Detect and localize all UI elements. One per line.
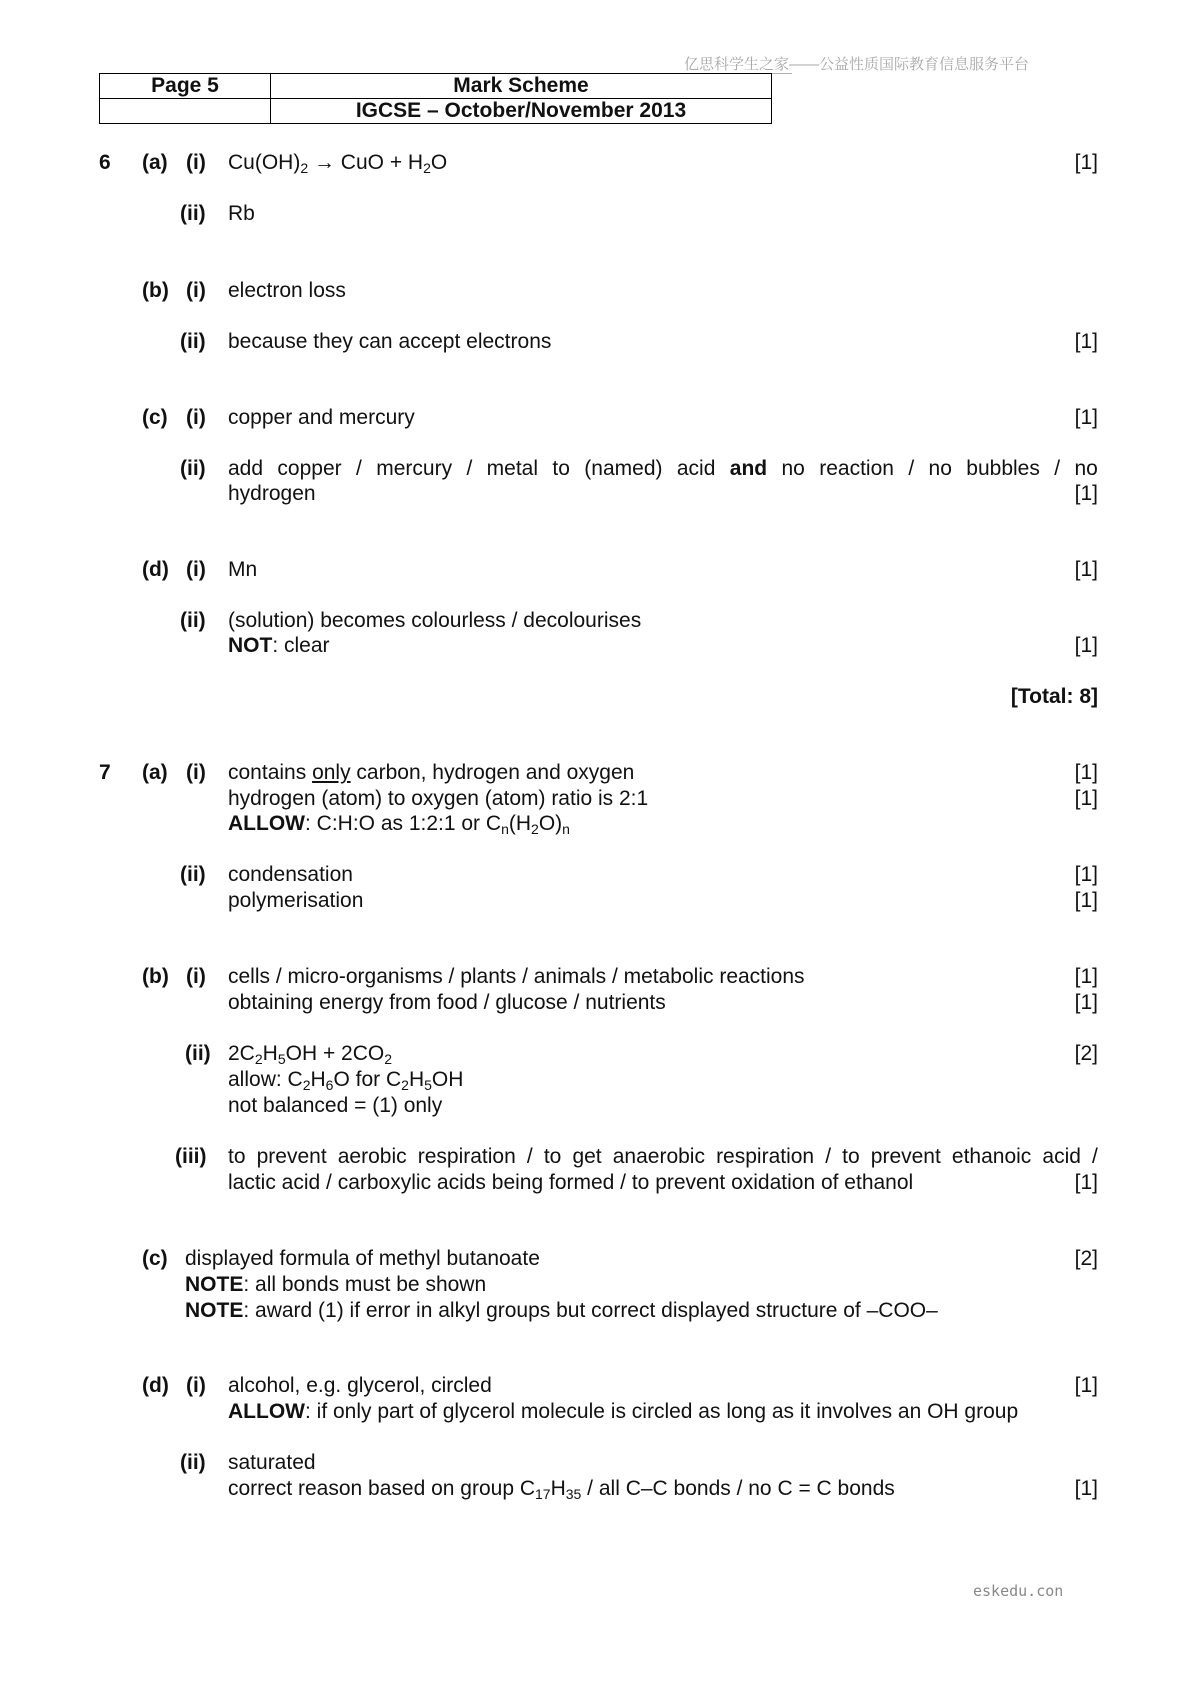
q6c-ii-line2: hydrogen bbox=[228, 482, 316, 505]
q6c-ii-mark: [1] bbox=[1074, 482, 1098, 505]
q6b-i-answer: electron loss bbox=[228, 279, 346, 302]
header-title: Mark Scheme bbox=[271, 74, 772, 99]
q7a-i-line2: hydrogen (atom) to oxygen (atom) ratio is 2:1 bbox=[228, 787, 649, 810]
q7d-ii-line2: correct reason based on group $C_{17}H_{35}$ / all C–C bonds / no C = C bonds bbox=[228, 1477, 895, 1502]
q7-number: 7 bbox=[99, 761, 111, 784]
q6c-ii-line1: add copper / mercury / metal to (named) acid and no reaction / no bubbles / no bbox=[228, 457, 1098, 480]
q7b-label: (b) bbox=[142, 965, 169, 988]
q7a-ii-line1: condensation bbox=[228, 863, 353, 886]
q7a-ii-mark2: [1] bbox=[1074, 889, 1098, 912]
q6d-ii-note: NOT: clear bbox=[228, 634, 330, 657]
q7a-ii-label: (ii) bbox=[180, 863, 206, 886]
q6a-ii-label: (ii) bbox=[180, 202, 206, 225]
q7b-i-label: (i) bbox=[186, 965, 206, 988]
q6a-label: (a) bbox=[142, 151, 168, 174]
q7a-i-line1: contains only carbon, hydrogen and oxygen bbox=[228, 761, 635, 784]
q6a-ii-answer: Rb bbox=[228, 202, 255, 225]
q6b-ii-mark: [1] bbox=[1074, 330, 1098, 353]
q6b-i-label: (i) bbox=[186, 279, 206, 302]
q7d-label: (d) bbox=[142, 1374, 169, 1397]
q6c-label: (c) bbox=[142, 406, 168, 429]
q7b-ii-label: (ii) bbox=[185, 1042, 211, 1065]
q6-total: [Total: 8] bbox=[1010, 685, 1098, 708]
q7d-ii-label: (ii) bbox=[180, 1451, 206, 1474]
q7d-i-label: (i) bbox=[186, 1374, 206, 1397]
q6d-i-answer: Mn bbox=[228, 558, 258, 581]
q7b-ii-note: not balanced = (1) only bbox=[228, 1094, 443, 1117]
header-empty-cell bbox=[100, 99, 271, 124]
q7d-i-allow: ALLOW: if only part of glycerol molecule is circled as long as it involves an OH group bbox=[228, 1400, 1019, 1423]
q7c-mark: [2] bbox=[1074, 1247, 1098, 1270]
q7a-label: (a) bbox=[142, 761, 168, 784]
q6d-ii-label: (ii) bbox=[180, 609, 206, 632]
footer-watermark: eskedu.con bbox=[973, 1582, 1064, 1600]
q7b-ii-mark: [2] bbox=[1074, 1042, 1098, 1065]
q6b-ii-answer: because they can accept electrons bbox=[228, 330, 552, 353]
q7b-i-line2: obtaining energy from food / glucose / nutrients bbox=[228, 991, 666, 1014]
q6d-label: (d) bbox=[142, 558, 169, 581]
page-number: Page 5 bbox=[100, 74, 271, 99]
q6c-i-mark: [1] bbox=[1074, 406, 1098, 429]
q7d-i-mark: [1] bbox=[1074, 1374, 1098, 1397]
q6c-ii-label: (ii) bbox=[180, 457, 206, 480]
q7c-label: (c) bbox=[142, 1247, 168, 1270]
q7b-i-mark2: [1] bbox=[1074, 991, 1098, 1014]
q6d-i-label: (i) bbox=[186, 558, 206, 581]
q6d-ii-mark: [1] bbox=[1074, 634, 1098, 657]
q7b-iii-mark: [1] bbox=[1074, 1171, 1098, 1194]
q7b-iii-line2: lactic acid / carboxylic acids being formed / to prevent oxidation of ethanol bbox=[228, 1171, 914, 1194]
header-syllabus: IGCSE – October/November 2013 bbox=[271, 99, 772, 124]
q6c-i-answer: copper and mercury bbox=[228, 406, 415, 429]
q6b-label: (b) bbox=[142, 279, 169, 302]
q7b-i-mark1: [1] bbox=[1074, 965, 1098, 988]
q7c-note2: NOTE: award (1) if error in alkyl groups but correct displayed structure of –COO– bbox=[185, 1299, 938, 1322]
q7b-iii-label: (iii) bbox=[175, 1145, 207, 1168]
q7a-i-label: (i) bbox=[186, 761, 206, 784]
q7a-i-allow: ALLOW: C:H:O as 1:2:1 or $C_n(H_2O)_n$ bbox=[228, 812, 570, 837]
q7b-iii-line1: to prevent aerobic respiration / to get anaerobic respiration / to prevent ethanoic acid / bbox=[228, 1145, 1098, 1168]
q7a-ii-mark1: [1] bbox=[1074, 863, 1098, 886]
q6a-i-answer: $Cu(OH)_2$ → CuO + $H_2O$ bbox=[228, 151, 448, 176]
q6b-ii-label: (ii) bbox=[180, 330, 206, 353]
q7d-ii-line1: saturated bbox=[228, 1451, 316, 1474]
q6c-i-label: (i) bbox=[186, 406, 206, 429]
q7a-i-mark2: [1] bbox=[1074, 787, 1098, 810]
q7a-ii-line2: polymerisation bbox=[228, 889, 364, 912]
q6a-i-label: (i) bbox=[186, 151, 206, 174]
q7b-i-line1: cells / micro-organisms / plants / animals / metabolic reactions bbox=[228, 965, 805, 988]
q7c-line1: displayed formula of methyl butanoate bbox=[185, 1247, 540, 1270]
q6d-i-mark: [1] bbox=[1074, 558, 1098, 581]
q7a-i-mark1: [1] bbox=[1074, 761, 1098, 784]
q7b-ii-equation: $2C_2H_5OH + 2CO_2$ bbox=[228, 1042, 393, 1067]
q6a-i-mark: [1] bbox=[1074, 151, 1098, 174]
q7c-note1: NOTE: all bonds must be shown bbox=[185, 1273, 487, 1296]
q7b-ii-allow: allow: $C_2H_6O$ for $C_2H_5OH$ bbox=[228, 1068, 464, 1093]
q7d-i-line1: alcohol, e.g. glycerol, circled bbox=[228, 1374, 492, 1397]
q6-number: 6 bbox=[99, 151, 111, 174]
header-table bbox=[99, 73, 772, 124]
watermark-text: 亿思科学生之家——公益性质国际教育信息服务平台 bbox=[684, 56, 1030, 73]
q7d-ii-mark: [1] bbox=[1074, 1477, 1098, 1500]
q6d-ii-line1: (solution) becomes colourless / decolourises bbox=[228, 609, 642, 632]
